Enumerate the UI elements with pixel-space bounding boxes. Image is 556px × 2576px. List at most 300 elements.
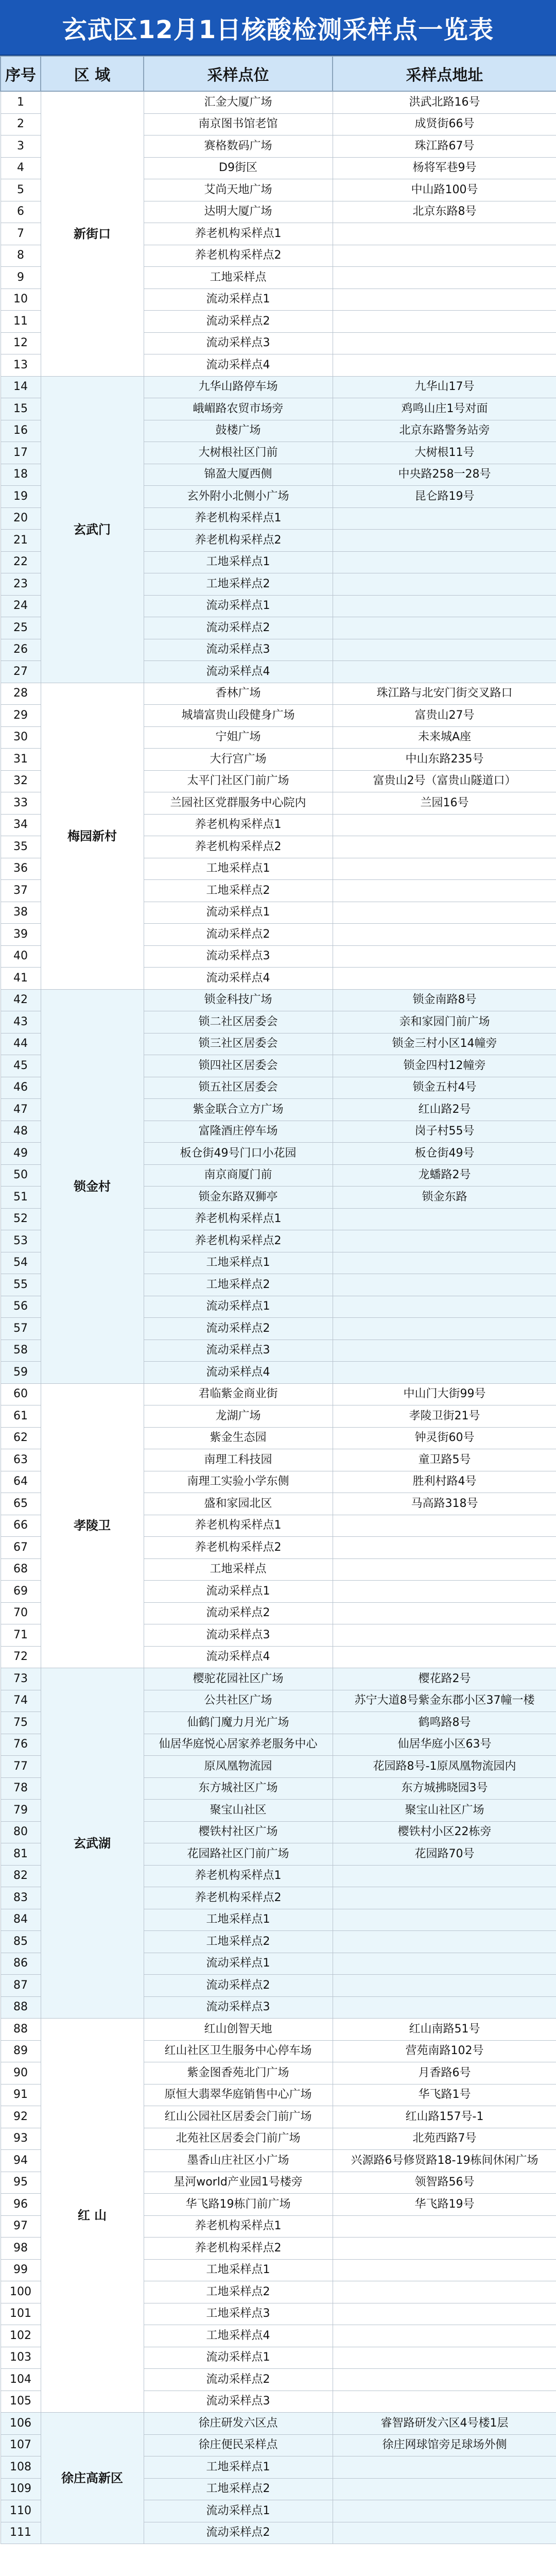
site-name: 流动采样点3 xyxy=(144,945,333,968)
row-index: 77 xyxy=(1,1756,41,1778)
table-row xyxy=(1,2413,556,2435)
site-name: 工地采样点1 xyxy=(144,551,333,573)
site-address xyxy=(333,530,556,552)
site-name: 九华山路停车场 xyxy=(144,376,333,398)
row-index: 38 xyxy=(1,902,41,924)
site-address: 昆仑路19号 xyxy=(333,486,556,508)
district-name: 锁金村 xyxy=(41,989,144,1383)
site-address xyxy=(333,2456,556,2479)
table-row xyxy=(1,989,556,1011)
row-index: 59 xyxy=(1,1362,41,1384)
site-name: 流动采样点1 xyxy=(144,2500,333,2522)
site-address: 樱花路2号 xyxy=(333,1668,556,1690)
site-name: 流动采样点2 xyxy=(144,311,333,333)
site-name: 徐庄便民采样点 xyxy=(144,2434,333,2456)
row-index: 23 xyxy=(1,573,41,596)
row-index: 34 xyxy=(1,814,41,836)
site-name: 工地采样点2 xyxy=(144,880,333,902)
site-name: 工地采样点3 xyxy=(144,2303,333,2325)
row-index: 76 xyxy=(1,1734,41,1756)
site-address xyxy=(333,945,556,968)
site-address: 童卫路5号 xyxy=(333,1449,556,1471)
site-name: 紫金生态园 xyxy=(144,1427,333,1449)
site-address xyxy=(333,902,556,924)
site-name: 工地采样点1 xyxy=(144,858,333,880)
row-index: 58 xyxy=(1,1340,41,1362)
site-name: 南京图书馆老馆 xyxy=(144,113,333,135)
row-index: 1 xyxy=(1,91,41,113)
site-address: 珠江路与北安门街交叉路口 xyxy=(333,683,556,705)
row-index: 19 xyxy=(1,486,41,508)
site-name: 原凤凰物流园 xyxy=(144,1756,333,1778)
site-name: 养老机构采样点1 xyxy=(144,1208,333,1230)
site-name: 流动采样点1 xyxy=(144,595,333,617)
site-address xyxy=(333,2303,556,2325)
site-name: 兰园社区党群服务中心院内 xyxy=(144,792,333,815)
site-name: 流动采样点1 xyxy=(144,289,333,311)
site-name: 工地采样点1 xyxy=(144,1909,333,1931)
site-address xyxy=(333,1624,556,1647)
row-index: 29 xyxy=(1,705,41,727)
site-name: 红山创智天地 xyxy=(144,2019,333,2041)
site-address: 苏宁大道8号紫金东郡小区37幢一楼 xyxy=(333,1690,556,1712)
site-address xyxy=(333,245,556,267)
row-index: 30 xyxy=(1,726,41,749)
site-address: 聚宝山社区广场 xyxy=(333,1800,556,1822)
row-index: 17 xyxy=(1,442,41,464)
sampling-sites-table xyxy=(0,56,556,2544)
table-row xyxy=(1,1668,556,1690)
row-index: 110 xyxy=(1,2500,41,2522)
site-name: 流动采样点2 xyxy=(144,1602,333,1624)
site-address xyxy=(333,267,556,289)
site-name: 汇金大厦广场 xyxy=(144,91,333,113)
site-address: 锁金东路 xyxy=(333,1187,556,1209)
row-index: 44 xyxy=(1,1033,41,1055)
site-name: 紫金联合立方广场 xyxy=(144,1099,333,1121)
row-index: 80 xyxy=(1,1821,41,1843)
site-name: 紫金图香苑北门广场 xyxy=(144,2062,333,2084)
site-address: 胜利村路4号 xyxy=(333,1471,556,1493)
site-address: 马高路318号 xyxy=(333,1493,556,1515)
row-index: 90 xyxy=(1,2062,41,2084)
site-address xyxy=(333,858,556,880)
row-index: 48 xyxy=(1,1121,41,1143)
row-index: 43 xyxy=(1,1011,41,1033)
site-address: 锁金五村4号 xyxy=(333,1077,556,1099)
row-index: 94 xyxy=(1,2150,41,2172)
row-index: 73 xyxy=(1,1668,41,1690)
row-index: 79 xyxy=(1,1800,41,1822)
site-address xyxy=(333,2325,556,2347)
row-index: 26 xyxy=(1,639,41,661)
site-name: 龙湖广场 xyxy=(144,1405,333,1428)
site-address: 板仓街49号 xyxy=(333,1143,556,1165)
site-address: 珠江路67号 xyxy=(333,135,556,158)
site-name: 养老机构采样点1 xyxy=(144,1515,333,1537)
row-index: 15 xyxy=(1,398,41,420)
district-name: 红 山 xyxy=(41,2019,144,2413)
row-index: 4 xyxy=(1,157,41,179)
row-index: 27 xyxy=(1,661,41,683)
site-address xyxy=(333,1602,556,1624)
table-row xyxy=(1,376,556,398)
district-group xyxy=(1,91,556,376)
row-index: 88 xyxy=(1,1996,41,2019)
row-index: 109 xyxy=(1,2478,41,2500)
district-name: 玄武门 xyxy=(41,376,144,683)
row-index: 101 xyxy=(1,2303,41,2325)
site-address xyxy=(333,639,556,661)
site-name: 艾尚天地广场 xyxy=(144,179,333,201)
site-name: 流动采样点3 xyxy=(144,2391,333,2413)
row-index: 3 xyxy=(1,135,41,158)
site-address xyxy=(333,814,556,836)
site-name: 工地采样点1 xyxy=(144,2259,333,2281)
site-address: 中山路100号 xyxy=(333,179,556,201)
site-name: 北苑社区居委会门前广场 xyxy=(144,2128,333,2150)
site-name: 工地采样点 xyxy=(144,267,333,289)
district-group xyxy=(1,376,556,683)
district-group xyxy=(1,1668,556,2019)
site-address xyxy=(333,880,556,902)
site-address xyxy=(333,1931,556,1953)
page-title: 玄武区12月1日核酸检测采样点一览表 xyxy=(0,0,556,56)
site-name: 仙居华庭悦心居家养老服务中心 xyxy=(144,1734,333,1756)
row-index: 11 xyxy=(1,311,41,333)
row-index: 41 xyxy=(1,968,41,990)
site-name: 鼓楼广场 xyxy=(144,420,333,442)
site-name: 养老机构采样点2 xyxy=(144,530,333,552)
site-address xyxy=(333,617,556,639)
site-name: 南理工实验小学东侧 xyxy=(144,1471,333,1493)
site-name: 流动采样点2 xyxy=(144,2522,333,2544)
row-index: 20 xyxy=(1,507,41,530)
site-address xyxy=(333,289,556,311)
site-name: 养老机构采样点1 xyxy=(144,814,333,836)
site-address xyxy=(333,661,556,683)
site-address: 锁金南路8号 xyxy=(333,989,556,1011)
site-name: 锁五社区居委会 xyxy=(144,1077,333,1099)
row-index: 51 xyxy=(1,1187,41,1209)
row-index: 87 xyxy=(1,1975,41,1997)
row-index: 53 xyxy=(1,1230,41,1252)
row-index: 66 xyxy=(1,1515,41,1537)
row-index: 22 xyxy=(1,551,41,573)
row-index: 21 xyxy=(1,530,41,552)
site-name: 聚宝山社区 xyxy=(144,1800,333,1822)
site-address xyxy=(333,2478,556,2500)
site-address xyxy=(333,1646,556,1668)
row-index: 40 xyxy=(1,945,41,968)
site-address xyxy=(333,1537,556,1559)
table-row xyxy=(1,1383,556,1405)
row-index: 98 xyxy=(1,2238,41,2260)
row-index: 8 xyxy=(1,245,41,267)
site-address: 领智路56号 xyxy=(333,2172,556,2194)
row-index: 37 xyxy=(1,880,41,902)
row-index: 16 xyxy=(1,420,41,442)
site-address: 洪武北路16号 xyxy=(333,91,556,113)
site-address: 中央路258一28号 xyxy=(333,464,556,486)
site-address: 九华山17号 xyxy=(333,376,556,398)
site-address: 鹤鸣路8号 xyxy=(333,1712,556,1734)
site-address: 岗子村55号 xyxy=(333,1121,556,1143)
row-index: 9 xyxy=(1,267,41,289)
site-name: 养老机构采样点2 xyxy=(144,1887,333,1909)
row-index: 45 xyxy=(1,1055,41,1077)
row-index: 32 xyxy=(1,770,41,792)
site-address xyxy=(333,1296,556,1318)
site-address xyxy=(333,1515,556,1537)
header-index: 序号 xyxy=(1,56,41,91)
site-address: 兴源路6号修贤路18-19栋间休闲广场 xyxy=(333,2150,556,2172)
site-name: 南京商厦门前 xyxy=(144,1164,333,1187)
district-name: 新街口 xyxy=(41,91,144,376)
row-index: 62 xyxy=(1,1427,41,1449)
site-name: 养老机构采样点2 xyxy=(144,836,333,858)
header-address: 采样点地址 xyxy=(333,56,556,91)
row-index: 31 xyxy=(1,749,41,771)
site-address xyxy=(333,2238,556,2260)
row-index: 88 xyxy=(1,2019,41,2041)
site-name: 养老机构采样点2 xyxy=(144,245,333,267)
site-address: 龙蟠路2号 xyxy=(333,1164,556,1187)
site-address: 鸡鸣山庄1号对面 xyxy=(333,398,556,420)
site-address xyxy=(333,1909,556,1931)
site-name: 富隆酒庄停车场 xyxy=(144,1121,333,1143)
site-address xyxy=(333,1975,556,1997)
site-address xyxy=(333,2500,556,2522)
row-index: 82 xyxy=(1,1865,41,1887)
row-index: 69 xyxy=(1,1581,41,1603)
site-address: 花园路70号 xyxy=(333,1843,556,1866)
site-name: 工地采样点2 xyxy=(144,2478,333,2500)
site-name: 红山公园社区居委会门前广场 xyxy=(144,2106,333,2128)
site-name: 墨香山庄社区小广场 xyxy=(144,2150,333,2172)
row-index: 52 xyxy=(1,1208,41,1230)
site-address xyxy=(333,924,556,946)
site-address xyxy=(333,2347,556,2369)
row-index: 68 xyxy=(1,1558,41,1581)
row-index: 103 xyxy=(1,2347,41,2369)
site-name: 养老机构采样点2 xyxy=(144,1230,333,1252)
site-address xyxy=(333,1274,556,1296)
site-name: 君临紫金商业街 xyxy=(144,1383,333,1405)
site-name: 工地采样点2 xyxy=(144,573,333,596)
site-name: 流动采样点1 xyxy=(144,1953,333,1975)
site-address xyxy=(333,2281,556,2303)
row-index: 50 xyxy=(1,1164,41,1187)
site-name: 红山社区卫生服务中心停车场 xyxy=(144,2040,333,2062)
site-address xyxy=(333,968,556,990)
row-index: 57 xyxy=(1,1318,41,1340)
site-name: 樱铁村社区广场 xyxy=(144,1821,333,1843)
site-name: 玄外附小北侧小广场 xyxy=(144,486,333,508)
site-address: 徐庄网球馆旁足球场外侧 xyxy=(333,2434,556,2456)
row-index: 105 xyxy=(1,2391,41,2413)
site-name: 峨嵋路农贸市场旁 xyxy=(144,398,333,420)
row-index: 54 xyxy=(1,1252,41,1274)
site-name: 养老机构采样点1 xyxy=(144,2215,333,2238)
site-address xyxy=(333,332,556,354)
row-index: 104 xyxy=(1,2369,41,2391)
site-name: 工地采样点4 xyxy=(144,2325,333,2347)
site-name: 工地采样点2 xyxy=(144,1274,333,1296)
row-index: 39 xyxy=(1,924,41,946)
site-name: 流动采样点4 xyxy=(144,354,333,377)
site-name: D9街区 xyxy=(144,157,333,179)
district-name: 孝陵卫 xyxy=(41,1383,144,1668)
site-name: 流动采样点1 xyxy=(144,2347,333,2369)
row-index: 24 xyxy=(1,595,41,617)
site-address: 华飞路1号 xyxy=(333,2084,556,2106)
site-address: 成贤街66号 xyxy=(333,113,556,135)
site-name: 锦盈大厦西侧 xyxy=(144,464,333,486)
row-index: 111 xyxy=(1,2522,41,2544)
row-index: 13 xyxy=(1,354,41,377)
row-index: 83 xyxy=(1,1887,41,1909)
site-name: 养老机构采样点1 xyxy=(144,223,333,245)
site-name: 华飞路19栋门前广场 xyxy=(144,2194,333,2216)
site-address xyxy=(333,2522,556,2544)
site-address: 北京东路警务站旁 xyxy=(333,420,556,442)
site-name: 养老机构采样点2 xyxy=(144,1537,333,1559)
site-address xyxy=(333,2391,556,2413)
site-address: 未来城A座 xyxy=(333,726,556,749)
site-address: 钟灵街60号 xyxy=(333,1427,556,1449)
site-address xyxy=(333,1581,556,1603)
site-name: 流动采样点3 xyxy=(144,1996,333,2019)
district-name: 徐庄高新区 xyxy=(41,2413,144,2544)
site-address xyxy=(333,354,556,377)
row-index: 64 xyxy=(1,1471,41,1493)
site-address xyxy=(333,1208,556,1230)
site-address: 北京东路8号 xyxy=(333,201,556,223)
row-index: 2 xyxy=(1,113,41,135)
site-address xyxy=(333,2215,556,2238)
row-index: 92 xyxy=(1,2106,41,2128)
site-address xyxy=(333,1252,556,1274)
site-address: 杨将军巷9号 xyxy=(333,157,556,179)
row-index: 10 xyxy=(1,289,41,311)
row-index: 33 xyxy=(1,792,41,815)
site-name: 公共社区广场 xyxy=(144,1690,333,1712)
site-name: 大行宫广场 xyxy=(144,749,333,771)
site-name: 流动采样点4 xyxy=(144,661,333,683)
site-address xyxy=(333,1230,556,1252)
site-name: 流动采样点2 xyxy=(144,1975,333,1997)
site-name: 东方城社区广场 xyxy=(144,1777,333,1800)
row-index: 42 xyxy=(1,989,41,1011)
site-address xyxy=(333,551,556,573)
row-index: 7 xyxy=(1,223,41,245)
site-address xyxy=(333,2259,556,2281)
row-index: 102 xyxy=(1,2325,41,2347)
row-index: 91 xyxy=(1,2084,41,2106)
table-header xyxy=(1,56,556,91)
site-name: 南理工科技园 xyxy=(144,1449,333,1471)
row-index: 99 xyxy=(1,2259,41,2281)
site-address: 亲和家园门前广场 xyxy=(333,1011,556,1033)
row-index: 65 xyxy=(1,1493,41,1515)
site-address xyxy=(333,1318,556,1340)
site-name: 星河world产业园1号楼旁 xyxy=(144,2172,333,2194)
site-address: 营苑南路102号 xyxy=(333,2040,556,2062)
site-name: 徐庄研发六区点 xyxy=(144,2413,333,2435)
row-index: 70 xyxy=(1,1602,41,1624)
site-address xyxy=(333,1996,556,2019)
row-index: 75 xyxy=(1,1712,41,1734)
row-index: 78 xyxy=(1,1777,41,1800)
site-name: 板仓街49号门口小花园 xyxy=(144,1143,333,1165)
site-name: 流动采样点4 xyxy=(144,1362,333,1384)
site-address: 北苑西路7号 xyxy=(333,2128,556,2150)
site-address xyxy=(333,223,556,245)
row-index: 85 xyxy=(1,1931,41,1953)
site-name: 太平门社区门前广场 xyxy=(144,770,333,792)
site-address xyxy=(333,595,556,617)
row-index: 108 xyxy=(1,2456,41,2479)
row-index: 107 xyxy=(1,2434,41,2456)
site-address: 锁金四村12幢旁 xyxy=(333,1055,556,1077)
site-address xyxy=(333,573,556,596)
table-row xyxy=(1,683,556,705)
row-index: 46 xyxy=(1,1077,41,1099)
site-name: 锁二社区居委会 xyxy=(144,1011,333,1033)
site-address: 红山南路51号 xyxy=(333,2019,556,2041)
site-name: 原恒大翡翠华庭销售中心广场 xyxy=(144,2084,333,2106)
site-name: 锁金东路双狮亭 xyxy=(144,1187,333,1209)
row-index: 25 xyxy=(1,617,41,639)
row-index: 67 xyxy=(1,1537,41,1559)
site-name: 仙鹤门魔力月光广场 xyxy=(144,1712,333,1734)
site-address xyxy=(333,1362,556,1384)
row-index: 49 xyxy=(1,1143,41,1165)
site-address: 中山东路235号 xyxy=(333,749,556,771)
site-address xyxy=(333,311,556,333)
site-address xyxy=(333,507,556,530)
site-name: 大树根社区门前 xyxy=(144,442,333,464)
site-name: 养老机构采样点2 xyxy=(144,2238,333,2260)
site-name: 锁三社区居委会 xyxy=(144,1033,333,1055)
site-address: 锁金三村小区14幢旁 xyxy=(333,1033,556,1055)
site-address: 孝陵卫街21号 xyxy=(333,1405,556,1428)
row-index: 63 xyxy=(1,1449,41,1471)
row-index: 89 xyxy=(1,2040,41,2062)
row-index: 72 xyxy=(1,1646,41,1668)
row-index: 100 xyxy=(1,2281,41,2303)
site-name: 流动采样点4 xyxy=(144,968,333,990)
site-name: 工地采样点2 xyxy=(144,1931,333,1953)
row-index: 12 xyxy=(1,332,41,354)
site-address: 中山门大街99号 xyxy=(333,1383,556,1405)
row-index: 5 xyxy=(1,179,41,201)
site-address: 东方城拂晓园3号 xyxy=(333,1777,556,1800)
district-group xyxy=(1,2019,556,2413)
site-address xyxy=(333,836,556,858)
site-address xyxy=(333,1340,556,1362)
site-address xyxy=(333,1887,556,1909)
row-index: 28 xyxy=(1,683,41,705)
site-name: 工地采样点1 xyxy=(144,2456,333,2479)
row-index: 60 xyxy=(1,1383,41,1405)
site-name: 城墙富贵山段健身广场 xyxy=(144,705,333,727)
site-name: 锁金科技广场 xyxy=(144,989,333,1011)
site-name: 流动采样点1 xyxy=(144,902,333,924)
table-row xyxy=(1,2019,556,2041)
row-index: 97 xyxy=(1,2215,41,2238)
